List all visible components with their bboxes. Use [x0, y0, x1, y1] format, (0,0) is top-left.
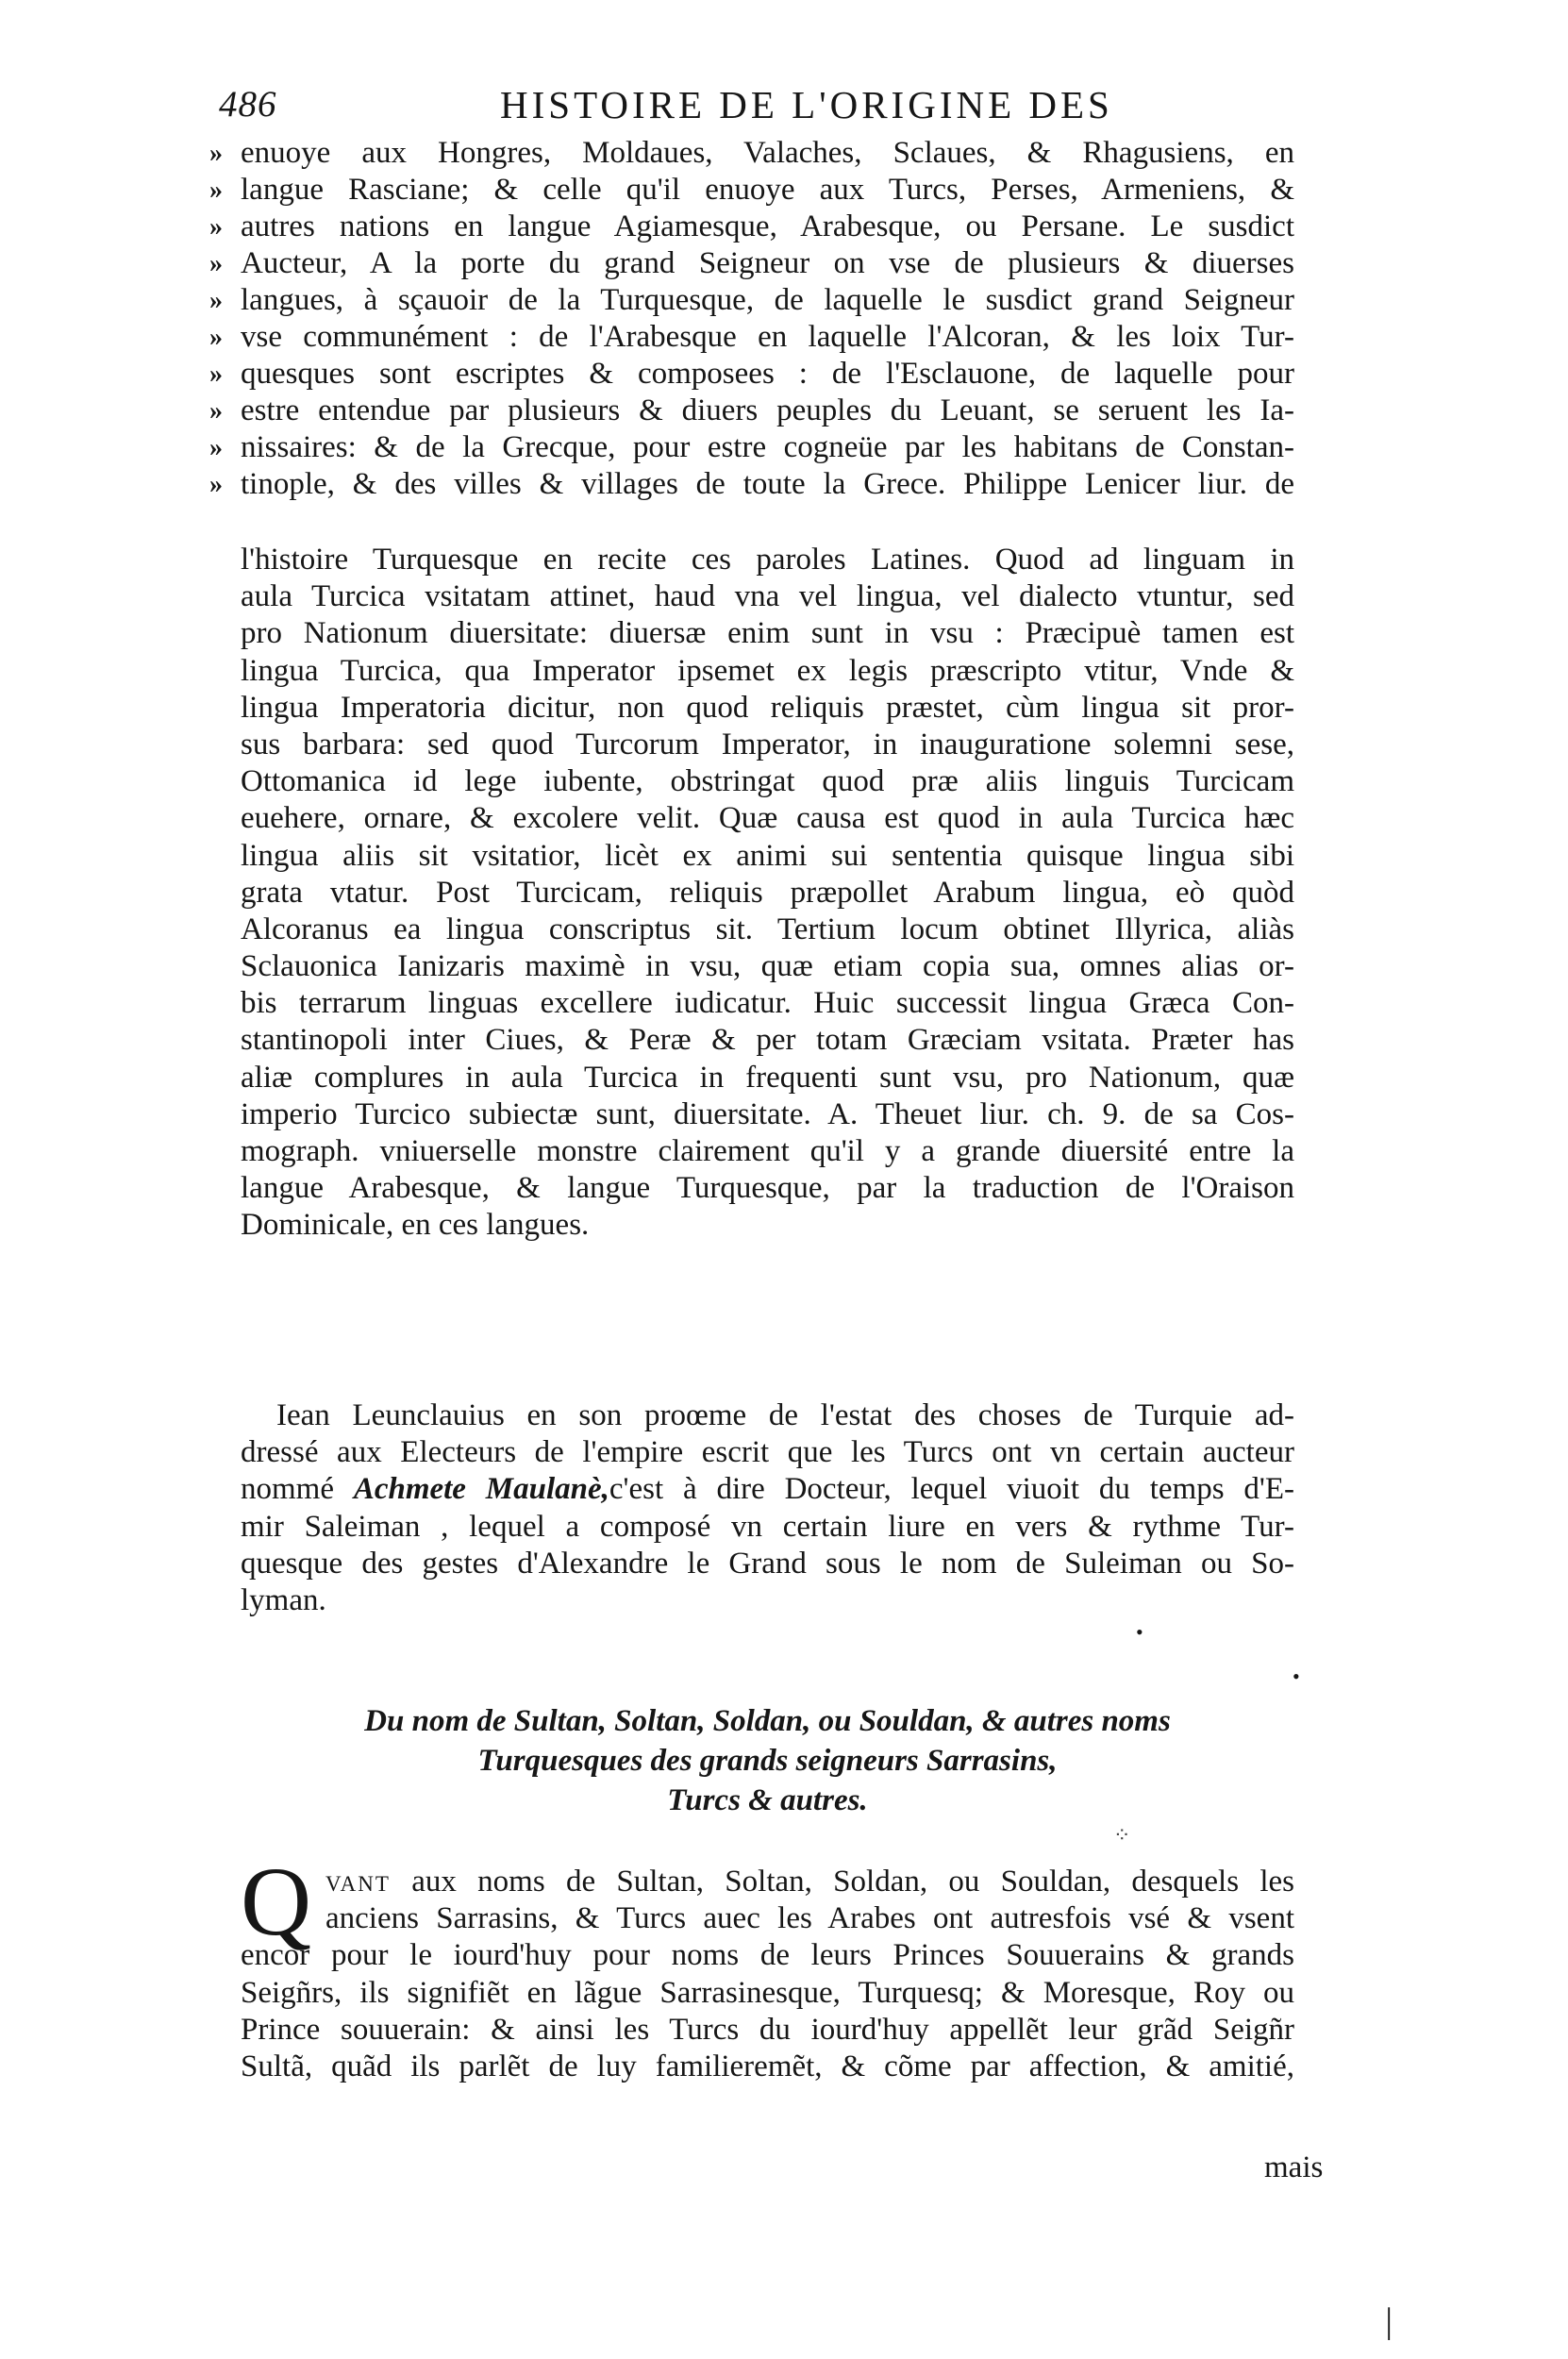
quote-line-text: langues, à sçauoir de la Turquesque, de laquelle le susdict grand Seigneur: [241, 283, 1294, 317]
body-line: Sclauonica Ianizaris maximè in vsu, quæ etiam copia sua, omnes alias or-: [241, 949, 1294, 984]
body-line: lingua Imperatoria dicitur, non quod reliquis præstet, cùm lingua sit pror-: [241, 690, 1294, 725]
body-line: langue Arabesque, & langue Turquesque, par la traduction de l'Oraison: [241, 1171, 1294, 1206]
paragraph-line: Seigñrs, ils signifiẽt en lãgue Sarrasinesque, Turquesq; & Moresque, Roy ou: [241, 1975, 1294, 2010]
quote-line-text: quesques sont escriptes & composees : de l'Esclauone, de laquelle pour: [241, 357, 1294, 391]
quote-mark: »: [209, 433, 223, 462]
quote-line: [209, 466, 1294, 503]
quote-line-text: vse communément : de l'Arabesque en laquelle l'Alcoran, & les loix Tur-: [241, 320, 1294, 354]
quote-line: [209, 429, 1294, 466]
paragraph-line: lyman.: [241, 1582, 326, 1617]
small-caps-word: vant: [325, 1865, 391, 1899]
heading-line: Du nom de Sultan, Soltan, Soldan, ou Souldan, & autres noms: [364, 1704, 1171, 1738]
quote-mark: »: [209, 249, 223, 278]
text-segment: aux noms de Sultan, Soltan, Soldan, ou Souldan, desquels les: [411, 1865, 1294, 1899]
quote-line: [209, 282, 1294, 319]
page-number: 486: [219, 84, 277, 125]
body-line: Dominicale, en ces langues.: [241, 1208, 590, 1243]
body-line: sus barbara: sed quod Turcorum Imperator, in inauguratione solemni sese,: [241, 727, 1294, 761]
paragraph-line: dressé aux Electeurs de l'empire escrit que les Turcs ont vn certain aucteur: [241, 1435, 1294, 1470]
heading-line: Turquesques des grands seigneurs Sarrasins,: [477, 1744, 1058, 1778]
body-line: Ottomanica id lege iubente, obstringat quod præ aliis linguis Turcicam: [241, 764, 1294, 799]
quote-line-text: tinople, & des villes & villages de toute la Grece. Philippe Lenicer liur. de: [241, 467, 1294, 501]
running-head: HISTOIRE DE L'ORIGINE DES: [500, 83, 1113, 126]
body-line: mograph. vniuerselle monstre clairement qu'il y a grande diuersité entre la: [241, 1134, 1294, 1168]
quote-mark: »: [209, 286, 223, 315]
quote-mark: »: [209, 323, 223, 352]
paragraph-line: Iean Leunclauius en son proœme de l'estat des choses de Turquie ad-: [276, 1398, 1294, 1432]
paragraph-line: anciens Sarrasins, & Turcs auec les Arabes ont autresfois vsé & vsent: [325, 1901, 1294, 1936]
body-line: grata vtatur. Post Turcicam, reliquis præpollet Arabum lingua, eò quòd: [241, 875, 1294, 910]
author-name: Achmete Maulanè,: [353, 1472, 609, 1507]
body-line: stantinopoli inter Ciues, & Peræ & per totam Græciam vsitata. Præter has: [241, 1023, 1294, 1058]
body-line: lingua aliis sit vsitatior, licèt ex animi sui sententia quisque lingua sibi: [241, 838, 1294, 873]
body-line: aula Turcica vsitatam attinet, haud vna vel lingua, vel dialecto vtuntur, sed: [241, 579, 1294, 614]
quote-mark: »: [209, 396, 223, 426]
body-line: pro Nationum diuersitate: diuersæ enim sunt in vsu : Præcipuè tamen est: [241, 616, 1294, 651]
quote-line: [209, 356, 1294, 393]
quote-line: [209, 245, 1294, 282]
body-line: lingua Turcica, qua Imperator ipsemet ex legis præscripto vtitur, Vnde &: [241, 653, 1294, 688]
body-line: l'histoire Turquesque en recite ces paroles Latines. Quod ad linguam in: [241, 543, 1294, 577]
catchword: mais: [1264, 2150, 1324, 2184]
ornament-icon: ⁘: [1113, 1823, 1131, 1847]
quote-line-text: enuoye aux Hongres, Moldaues, Valaches, Sclaues, & Rhagusiens, en: [241, 136, 1294, 170]
paragraph-line: Prince souuerain: & ainsi les Turcs du iourd'huy appellẽt leur grãd Seigñr: [241, 2012, 1294, 2047]
quote-mark: »: [209, 360, 223, 389]
quote-line-text: estre entendue par plusieurs & diuers peuples du Leuant, se seruent les Ia-: [241, 393, 1294, 427]
body-line: imperio Turcico subiectæ sunt, diuersitate. A. Theuet liur. ch. 9. de sa Cos-: [241, 1096, 1294, 1131]
stray-mark: •: [1293, 1665, 1300, 1688]
quote-mark: »: [209, 139, 223, 168]
paragraph-line: Sultã, quãd ils parlẽt de luy familieremẽt, & cõme par affection, & amitié,: [241, 2049, 1294, 2083]
quote-line: [209, 319, 1294, 356]
page-header: [219, 81, 1285, 128]
quote-mark: »: [209, 212, 223, 242]
quote-line: [209, 172, 1294, 209]
text-segment: c'est à dire Docteur, lequel viuoit du temps d'E-: [609, 1472, 1294, 1507]
latin-quotation-paragraph: [241, 542, 1294, 1245]
quote-line: [209, 209, 1294, 245]
quoted-passage: [209, 135, 1294, 503]
margin-mark: |: [1385, 2301, 1393, 2341]
quote-line: [209, 393, 1294, 429]
paragraph-line: [241, 1864, 1294, 1900]
paragraph-line: quesque des gestes d'Alexandre le Grand sous le nom de Suleiman ou So-: [241, 1546, 1294, 1581]
body-line: bis terrarum linguas excellere iudicatur. Huic successit lingua Græca Con-: [241, 986, 1294, 1021]
quote-line-text: langue Rasciane; & celle qu'il enuoye aux Turcs, Perses, Armeniens, &: [241, 173, 1294, 207]
quote-line-text: autres nations en langue Agiamesque, Arabesque, ou Persane. Le susdict: [241, 209, 1294, 243]
section-heading: [241, 1701, 1294, 1820]
body-line: aliæ complures in aula Turcica in frequenti sunt vsu, pro Nationum, quæ: [241, 1060, 1294, 1095]
drop-cap: Q: [241, 1848, 312, 1956]
paragraph-line: mir Saleiman , lequel a composé vn certain liure en vers & rythme Tur-: [241, 1509, 1294, 1544]
quote-line: [209, 135, 1294, 172]
sultan-paragraph: [241, 1848, 1294, 2085]
text-segment: nommé: [241, 1472, 334, 1507]
heading-line: Turcs & autres.: [667, 1783, 868, 1817]
stray-mark: •: [1136, 1620, 1143, 1644]
quote-line-text: Aucteur, A la porte du grand Seigneur on vse de plusieurs & diuerses: [241, 246, 1294, 280]
body-line: euehere, ornare, & excolere velit. Quæ causa est quod in aula Turcica hæc: [241, 801, 1294, 836]
paragraph-line: [241, 1471, 1294, 1508]
body-line: Alcoranus ea lingua conscriptus sit. Tertium locum obtinet Illyrica, aliàs: [241, 912, 1294, 946]
quote-line-text: nissaires: & de la Grecque, pour estre cogneüe par les habitans de Constan-: [241, 430, 1294, 464]
leunclauius-paragraph: [241, 1397, 1294, 1619]
paragraph-line: encor pour le iourd'huy pour noms de leurs Princes Souuerains & grands: [241, 1938, 1294, 1973]
quote-mark: »: [209, 470, 223, 499]
quote-mark: »: [209, 176, 223, 205]
